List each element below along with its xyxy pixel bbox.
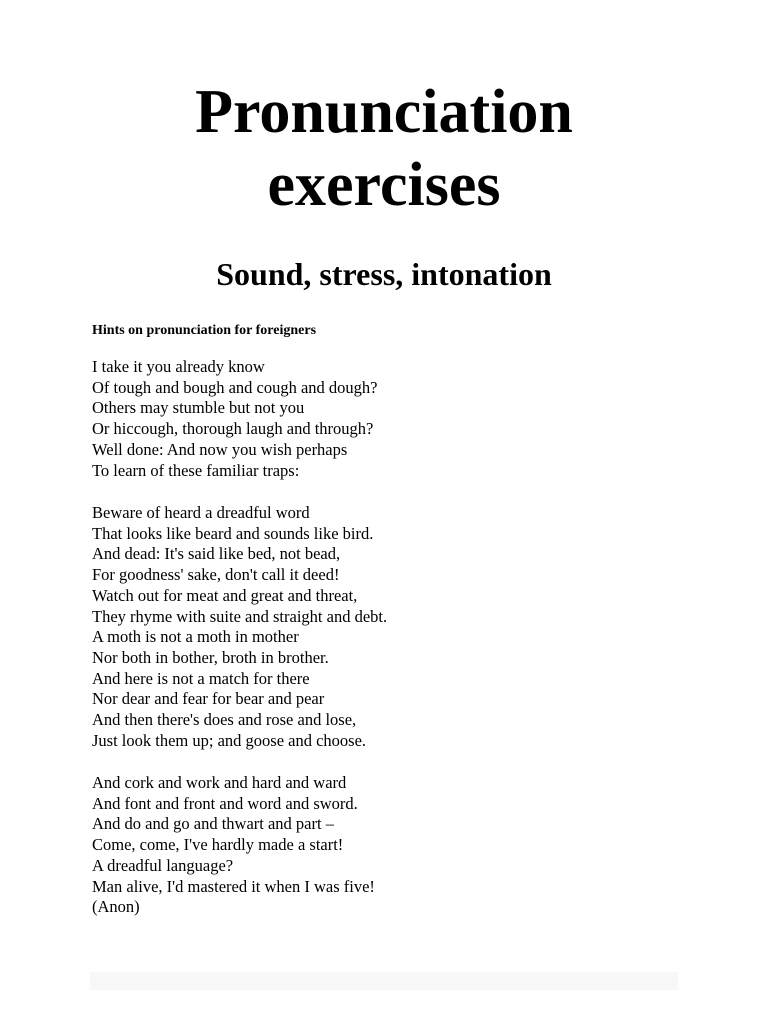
poem-line: Watch out for meat and great and threat,: [92, 585, 358, 605]
poem-stanza-1: [92, 357, 378, 481]
poem-line: Nor dear and fear for bear and pear: [92, 689, 325, 709]
poem-line: Beware of heard a dreadful word: [92, 503, 310, 522]
poem-line: Or hiccough, thorough laugh and through?: [92, 419, 374, 439]
poem-line: Well done: And now you wish perhaps: [92, 439, 348, 459]
poem-line: And font and front and word and sword.: [92, 793, 358, 813]
poem-line: A dreadful language?: [92, 855, 234, 875]
poem-line: They rhyme with suite and straight and debt.: [92, 606, 388, 626]
poem-attribution: (Anon): [92, 897, 140, 917]
poem-line: To learn of these familiar traps:: [92, 460, 300, 480]
poem-line: Just look them up; and goose and choose.: [92, 730, 367, 750]
footer-band: [90, 972, 678, 990]
poem-line: Others may stumble but not you: [92, 398, 305, 418]
poem-line: And then there's does and rose and lose,: [92, 710, 357, 730]
section-heading: Hints on pronunciation for foreigners: [92, 323, 317, 338]
poem-line: And here is not a match for there: [92, 668, 310, 688]
poem-line: And cork and work and hard and ward: [92, 773, 347, 792]
poem-stanza-2: [92, 503, 387, 751]
poem-line: Nor both in bother, broth in brother.: [92, 647, 329, 667]
poem-line: For goodness' sake, don't call it deed!: [92, 565, 340, 585]
poem-line: I take it you already know: [92, 357, 265, 376]
page-title-line-2: exercises: [267, 151, 501, 219]
poem-line: A moth is not a moth in mother: [92, 627, 299, 647]
poem-line: That looks like beard and sounds like bird.: [92, 523, 374, 543]
poem-line: Man alive, I'd mastered it when I was five!: [92, 876, 375, 896]
page-subtitle: Sound, stress, intonation: [216, 256, 552, 292]
page-title-line-1: Pronunciation: [195, 78, 573, 146]
poem-line: Come, come, I've hardly made a start!: [92, 835, 344, 855]
poem-stanza-3: [92, 773, 375, 918]
poem-line: And dead: It's said like bed, not bead,: [92, 544, 341, 564]
poem-line: And do and go and thwart and part –: [92, 814, 334, 834]
poem-line: Of tough and bough and cough and dough?: [92, 377, 378, 397]
